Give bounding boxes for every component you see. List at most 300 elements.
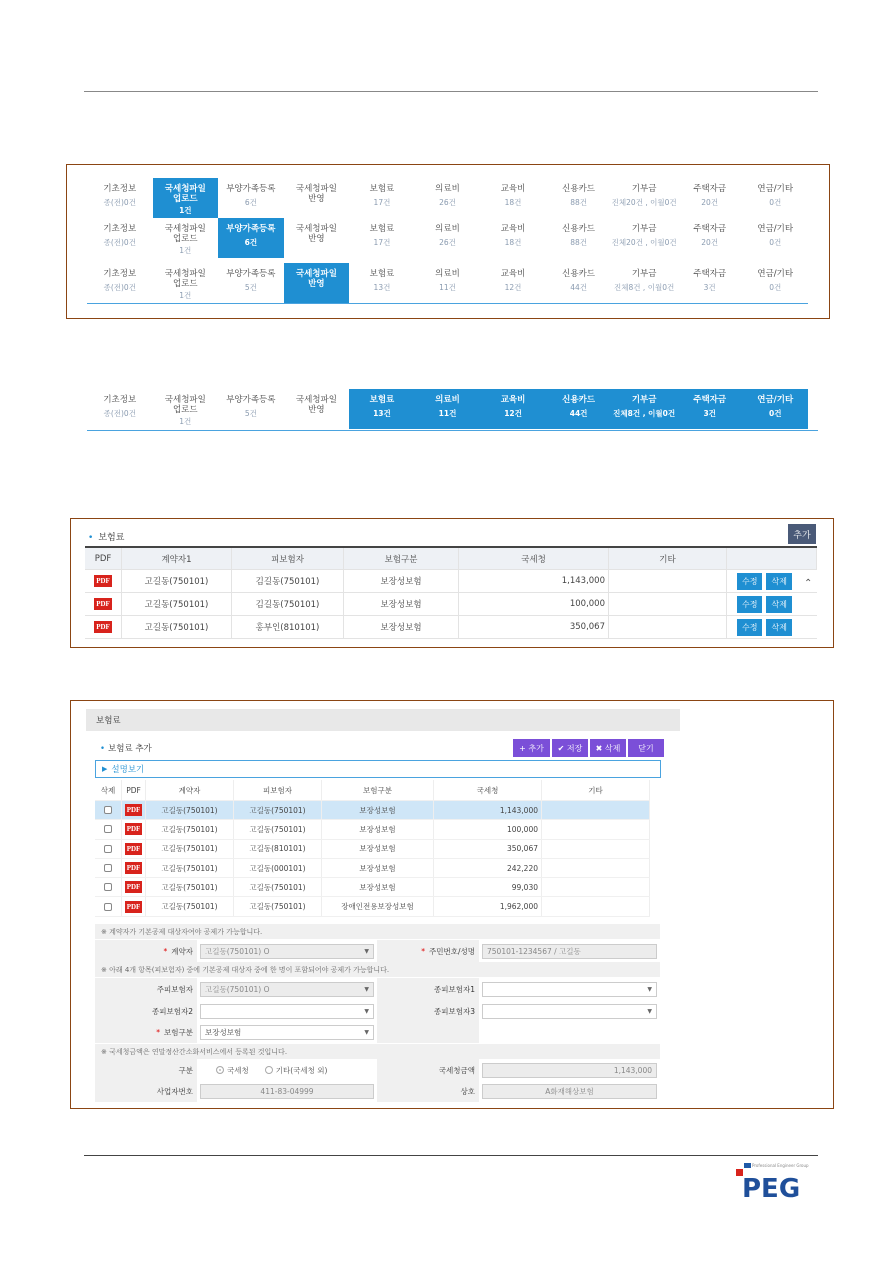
step-tab-8[interactable] <box>546 389 612 429</box>
cell-contractor: 고길동(750101) <box>122 570 232 592</box>
step-label: 신용카드 <box>562 269 596 279</box>
company-cell <box>479 1080 660 1102</box>
column-header: 피보험자 <box>234 780 322 800</box>
sub1-select[interactable] <box>482 982 657 997</box>
step-count: 진체8건 , 이월0건 <box>613 409 676 418</box>
table-row[interactable] <box>85 593 817 616</box>
sub3-label <box>377 1000 479 1022</box>
resident-value: 750101-1234567 / 고길동 <box>487 946 581 956</box>
step-tab-9[interactable] <box>611 218 677 258</box>
step-tab-10[interactable] <box>677 178 743 218</box>
step-tab-7[interactable] <box>480 218 546 258</box>
row-checkbox[interactable] <box>104 903 112 911</box>
step-tab-6[interactable] <box>415 178 481 218</box>
pdf-cell <box>122 820 146 838</box>
grid-row[interactable] <box>95 801 650 820</box>
checkbox-cell <box>95 840 122 858</box>
radio-nts[interactable] <box>216 1066 224 1074</box>
step-count: 0건 <box>769 238 782 247</box>
edit-button[interactable]: 수정 <box>737 619 762 636</box>
pdf-icon[interactable]: PDF <box>126 806 141 815</box>
step-count: 11건 <box>439 283 456 292</box>
resident-field[interactable] <box>482 944 657 959</box>
step-count: 6건 <box>244 238 258 247</box>
contractor-value: 고길동(750101) O <box>205 946 270 956</box>
step-tab-11[interactable] <box>742 218 808 258</box>
table-row[interactable] <box>85 616 817 639</box>
cell-contractor: 고길동(750101) <box>122 616 232 638</box>
step-count: 18건 <box>504 238 522 247</box>
row-insured-1 <box>95 978 660 1000</box>
row-business <box>95 1080 660 1102</box>
row-contractor <box>95 940 660 962</box>
chevron-down-icon: ▼ <box>647 985 652 993</box>
notice-nts: ※ 국세청금액은 연말정산간소화서비스에서 등록된 것입니다. <box>95 1044 660 1059</box>
cell-insured: 김길동(750101) <box>232 593 344 615</box>
step-count: 26건 <box>439 238 456 247</box>
step-tab-5[interactable] <box>349 263 415 303</box>
step-count: 5건 <box>244 409 257 418</box>
cell-insured: 고길동(000101) <box>234 859 322 877</box>
step-count: 13건 <box>373 283 391 292</box>
cell-etc <box>542 878 650 896</box>
step-label: 국세청파일 반영 <box>295 184 337 204</box>
sub2-label-text: 종피보험자2 <box>152 1006 193 1016</box>
step-label: 부양가족등록 <box>226 184 276 194</box>
pdf-icon[interactable]: PDF <box>126 825 141 834</box>
cell-nts: 1,143,000 <box>434 801 542 819</box>
checkbox-cell <box>95 897 122 915</box>
scroll-up-icon[interactable]: ⌃ <box>804 578 813 589</box>
empty-label <box>377 1021 479 1043</box>
step-count: 3건 <box>703 409 716 418</box>
step-tab-5[interactable] <box>349 178 415 218</box>
insurance-table <box>85 546 817 639</box>
bullet-icon: • <box>88 533 94 543</box>
contractor-select[interactable] <box>200 944 374 959</box>
pdf-icon[interactable]: PDF <box>126 883 141 892</box>
cell-insured: 홍부인(810101) <box>232 616 344 638</box>
step-label: 기부금 <box>631 269 657 279</box>
save-button[interactable]: ✔ 저장 <box>552 739 588 757</box>
step-tab-1[interactable] <box>87 178 153 218</box>
column-header: 계약자 <box>146 780 234 800</box>
step-label: 의료비 <box>435 269 460 279</box>
step-label: 연금/기타 <box>757 224 794 234</box>
sub2-cell <box>197 1000 377 1022</box>
main-insured-select[interactable] <box>200 982 374 997</box>
cell-type: 보장성보험 <box>344 570 459 592</box>
step-label: 교육비 <box>500 269 526 279</box>
pdf-icon[interactable]: PDF <box>96 600 110 608</box>
nts-amount-value: 1,143,000 <box>613 1065 652 1075</box>
chevron-down-icon: ▼ <box>364 1007 369 1015</box>
step-tab-5[interactable] <box>349 218 415 258</box>
step-label: 교육비 <box>500 395 526 405</box>
required-icon: * <box>163 946 168 956</box>
step-label: 의료비 <box>435 395 460 405</box>
step-label: 부양가족등록 <box>226 269 276 279</box>
edit-window-title-text: 보험료 <box>96 716 121 726</box>
column-header: 삭제 <box>95 780 122 800</box>
insurance-edit-grid <box>95 780 650 917</box>
row-checkbox[interactable] <box>104 864 112 872</box>
step-tab-9[interactable] <box>611 178 677 218</box>
cell-contractor: 고길동(750101) <box>122 593 232 615</box>
step-label: 주택자금 <box>693 184 727 194</box>
step-underline <box>87 303 808 304</box>
sub3-cell <box>479 1000 660 1022</box>
cell-nts: 100,000 <box>434 820 542 838</box>
empty-cell <box>479 1021 660 1043</box>
column-header: PDF <box>85 548 122 569</box>
grid-row[interactable] <box>95 840 650 859</box>
step-tab-10[interactable] <box>677 263 743 303</box>
cell-contractor: 고길동(750101) <box>146 878 234 896</box>
step-label: 연금/기타 <box>757 269 794 279</box>
step-count: 20건 <box>701 198 719 207</box>
pdf-icon[interactable]: PDF <box>96 577 110 585</box>
step-label: 보험료 <box>369 395 395 405</box>
cell-type: 장애인전용보장성보험 <box>322 897 434 915</box>
column-header: 보험구분 <box>344 548 459 569</box>
step-tab-10[interactable] <box>677 218 743 258</box>
step-row-1 <box>87 178 808 218</box>
action-buttons <box>513 739 664 757</box>
step-count: 1건 <box>179 417 192 426</box>
bizno-label <box>95 1080 197 1102</box>
step-tab-8[interactable] <box>546 218 612 258</box>
bottom-rule <box>84 1155 818 1156</box>
step-label: 주택자금 <box>693 224 727 234</box>
step-tab-7[interactable] <box>480 263 546 303</box>
table-row[interactable] <box>85 570 817 593</box>
pdf-cell <box>122 859 146 877</box>
cell-contractor: 고길동(750101) <box>146 820 234 838</box>
help-toggle[interactable] <box>95 760 661 778</box>
required-icon: * <box>156 1027 161 1037</box>
step-tab-3[interactable] <box>218 218 284 258</box>
type-cell <box>197 1021 377 1043</box>
cell-contractor: 고길동(750101) <box>146 801 234 819</box>
edit-window-title <box>86 709 680 731</box>
step-underline-2 <box>87 430 818 431</box>
sub2-label <box>95 1000 197 1022</box>
edit-button[interactable]: 수정 <box>737 573 762 590</box>
sub2-select[interactable] <box>200 1004 374 1019</box>
cell-insured: 고길동(750101) <box>234 820 322 838</box>
step-tab-2[interactable] <box>153 178 219 218</box>
sub1-cell <box>479 978 660 1000</box>
company-field[interactable] <box>482 1084 657 1099</box>
radio-other-label: 기타(국세청 외) <box>275 1065 328 1075</box>
cell-etc <box>542 859 650 877</box>
cell-contractor: 고길동(750101) <box>146 840 234 858</box>
step-tab-4[interactable] <box>284 218 350 258</box>
step-label: 기부금 <box>631 395 657 405</box>
step-count: 1건 <box>179 206 192 215</box>
main-insured-cell <box>197 978 377 1000</box>
cell-type: 보장성보험 <box>322 859 434 877</box>
step-label: 국세청파일 반영 <box>295 224 337 244</box>
step-row-3 <box>87 263 808 303</box>
step-label: 기부금 <box>631 184 657 194</box>
pdf-cell <box>122 897 146 915</box>
type-label-text: 보험구분 <box>164 1027 193 1037</box>
radio-nts-label: 국세청 <box>227 1065 249 1075</box>
cell-nts: 1,962,000 <box>434 897 542 915</box>
step-tab-2[interactable] <box>153 389 219 429</box>
cell-etc <box>609 570 727 592</box>
company-label <box>377 1080 479 1102</box>
column-header: 보험구분 <box>322 780 434 800</box>
logo-caption: Professional Engineer Group <box>752 1163 809 1168</box>
required-icon: * <box>421 946 425 956</box>
row-checkbox[interactable] <box>104 825 112 833</box>
sub3-select[interactable] <box>482 1004 657 1019</box>
step-tab-2[interactable] <box>153 263 219 303</box>
bullet-icon: • <box>100 744 106 754</box>
step-count: 6건 <box>244 198 257 207</box>
help-toggle-label: 설명보기 <box>111 765 145 775</box>
step-count: 3건 <box>703 283 716 292</box>
step-count: 종(전)0건 <box>103 198 136 207</box>
type-label <box>95 1021 197 1043</box>
delete-button[interactable]: 삭제 <box>766 596 791 613</box>
step-count: 0건 <box>769 198 782 207</box>
delete-button[interactable]: 삭제 <box>766 619 791 636</box>
step-label: 교육비 <box>500 224 526 234</box>
step-tab-6[interactable] <box>415 263 481 303</box>
step-label: 보험료 <box>369 184 395 194</box>
step-count: 진체8건 , 이월0건 <box>614 283 675 292</box>
step-tab-1[interactable] <box>87 218 153 258</box>
pdf-icon[interactable]: PDF <box>126 902 141 911</box>
step-tab-4[interactable] <box>284 178 350 218</box>
step-tab-4[interactable] <box>284 263 350 303</box>
subtitle <box>100 742 152 754</box>
step-tab-11[interactable] <box>742 263 808 303</box>
type-select[interactable] <box>200 1025 374 1040</box>
notice-contractor: ※ 계약자가 기본공제 대상자여야 공제가 가능합니다. <box>95 924 660 939</box>
section-title <box>88 530 124 543</box>
cell-type: 보장성보험 <box>322 840 434 858</box>
cell-etc <box>542 840 650 858</box>
step-count: 12건 <box>504 409 522 418</box>
category-label <box>95 1059 197 1081</box>
step-count: 17건 <box>373 238 391 247</box>
caret-right-icon: ▶ <box>102 765 108 773</box>
step-label: 부양가족등록 <box>226 224 276 234</box>
nts-amount-label <box>377 1059 479 1081</box>
step-count: 44건 <box>570 283 587 292</box>
column-header: 기타 <box>609 548 727 569</box>
step-count: 26건 <box>439 198 456 207</box>
grid-row[interactable] <box>95 878 650 897</box>
step-label: 보험료 <box>369 224 395 234</box>
row-checkbox[interactable] <box>104 883 112 891</box>
step-label: 국세청파일 반영 <box>295 395 337 415</box>
step-tab-3[interactable] <box>218 263 284 303</box>
step-label: 국세청파일 업로드 <box>164 269 206 289</box>
step-label: 신용카드 <box>562 395 596 405</box>
column-header: 기타 <box>542 780 650 800</box>
cell-contractor: 고길동(750101) <box>146 897 234 915</box>
cell-insured: 고길동(750101) <box>234 878 322 896</box>
grid-header <box>95 780 650 801</box>
pdf-icon[interactable]: PDF <box>96 623 110 631</box>
step-count: 종(전)0건 <box>103 283 136 292</box>
column-header: 국세청 <box>459 548 609 569</box>
pdf-cell <box>122 840 146 858</box>
step-tab-2[interactable] <box>153 218 219 258</box>
step-label: 기초정보 <box>103 269 137 279</box>
row-type <box>95 1021 660 1043</box>
step-tab-10[interactable] <box>677 389 743 429</box>
step-tab-9[interactable] <box>611 263 677 303</box>
step-tab-11[interactable] <box>742 389 808 429</box>
cell-etc <box>609 616 727 638</box>
nts-amount-field[interactable] <box>482 1063 657 1078</box>
cell-insured: 고길동(810101) <box>234 840 322 858</box>
step-tab-5[interactable] <box>349 389 415 429</box>
chevron-down-icon: ▼ <box>647 1007 652 1015</box>
chevron-down-icon: ▼ <box>364 1028 369 1036</box>
pdf-cell <box>85 570 122 592</box>
sub3-label-text: 종피보험자3 <box>434 1006 475 1016</box>
step-tab-3[interactable] <box>218 178 284 218</box>
cell-etc <box>542 801 650 819</box>
grid-row[interactable] <box>95 897 650 916</box>
step-label: 국세청파일 반영 <box>295 269 337 289</box>
cell-nts: 350,067 <box>434 840 542 858</box>
step-tab-9[interactable] <box>611 389 677 429</box>
grid-row[interactable] <box>95 859 650 878</box>
step-count: 1건 <box>179 246 192 255</box>
peg-logo <box>736 1163 814 1199</box>
step-count: 진체20건 , 이월0건 <box>611 238 677 247</box>
row-insured-2 <box>95 1000 660 1022</box>
pdf-cell <box>122 801 146 819</box>
step-label: 기부금 <box>631 224 657 234</box>
table-header <box>85 546 817 570</box>
step-label: 주택자금 <box>693 395 727 405</box>
column-header: 피보험자 <box>232 548 344 569</box>
chevron-down-icon: ▼ <box>364 985 369 993</box>
pdf-cell <box>85 616 122 638</box>
step-tab-6[interactable] <box>415 389 481 429</box>
step-row-deduction-selected <box>87 389 808 429</box>
row-checkbox[interactable] <box>104 845 112 853</box>
step-label: 주택자금 <box>693 269 727 279</box>
bizno-field[interactable] <box>200 1084 374 1099</box>
cell-nts: 99,030 <box>434 878 542 896</box>
step-row-2 <box>87 218 808 258</box>
step-label: 부양가족등록 <box>226 395 276 405</box>
chevron-down-icon: ▼ <box>364 947 369 955</box>
cell-nts: 242,220 <box>434 859 542 877</box>
step-tab-6[interactable] <box>415 218 481 258</box>
close-button[interactable]: 닫기 <box>628 739 664 757</box>
company-label-text: 상호 <box>460 1086 475 1096</box>
step-tab-1[interactable] <box>87 263 153 303</box>
pdf-icon[interactable]: PDF <box>126 864 141 873</box>
nts-amount-label-text: 국세청금액 <box>438 1065 475 1075</box>
contractor-label <box>95 940 197 962</box>
cell-type: 보장성보험 <box>344 616 459 638</box>
step-label: 의료비 <box>435 224 460 234</box>
bizno-label-text: 사업자번호 <box>156 1086 193 1096</box>
cell-insured: 김길동(750101) <box>232 570 344 592</box>
step-tab-8[interactable] <box>546 263 612 303</box>
row-checkbox[interactable] <box>104 806 112 814</box>
column-header: PDF <box>122 780 146 800</box>
step-label: 연금/기타 <box>757 184 794 194</box>
step-tab-7[interactable] <box>480 389 546 429</box>
step-count: 20건 <box>701 238 719 247</box>
step-tab-1[interactable] <box>87 389 153 429</box>
step-label: 기초정보 <box>103 184 137 194</box>
step-tab-3[interactable] <box>218 389 284 429</box>
row-actions <box>727 616 817 638</box>
sub1-label-text: 종피보험자1 <box>434 984 475 994</box>
step-count: 44건 <box>569 409 588 418</box>
step-label: 국세청파일 업로드 <box>164 395 206 415</box>
main-insured-label-text: 주피보험자 <box>156 984 193 994</box>
cell-insured: 고길동(750101) <box>234 801 322 819</box>
step-label: 신용카드 <box>562 184 596 194</box>
pdf-cell <box>85 593 122 615</box>
delete-button[interactable]: ✖ 삭제 <box>590 739 626 757</box>
step-tab-7[interactable] <box>480 178 546 218</box>
main-insured-label <box>95 978 197 1000</box>
step-count: 18건 <box>504 198 522 207</box>
step-label: 기초정보 <box>103 224 137 234</box>
checkbox-cell <box>95 801 122 819</box>
checkbox-cell <box>95 878 122 896</box>
edit-button[interactable]: 수정 <box>737 596 762 613</box>
main-insured-value: 고길동(750101) O <box>205 984 270 994</box>
cell-type: 보장성보험 <box>322 801 434 819</box>
checkbox-cell <box>95 859 122 877</box>
pdf-icon[interactable]: PDF <box>126 844 141 853</box>
cell-etc <box>542 820 650 838</box>
bizno-cell <box>197 1080 377 1102</box>
add-button[interactable]: 추가 <box>788 524 816 544</box>
step-tab-4[interactable] <box>284 389 350 429</box>
column-header: 국세청 <box>434 780 542 800</box>
company-value: A화재해상보험 <box>545 1086 594 1096</box>
step-tab-8[interactable] <box>546 178 612 218</box>
step-tab-11[interactable] <box>742 178 808 218</box>
cell-contractor: 고길동(750101) <box>146 859 234 877</box>
cell-etc <box>542 897 650 915</box>
step-count: 11건 <box>438 409 457 418</box>
step-label: 국세청파일 업로드 <box>164 184 206 204</box>
step-label: 교육비 <box>500 184 526 194</box>
add-button[interactable]: + 추가 <box>513 739 550 757</box>
resident-label <box>377 940 479 962</box>
step-label: 국세청파일 업로드 <box>164 224 206 244</box>
step-count: 13건 <box>373 409 391 418</box>
radio-other[interactable] <box>265 1066 273 1074</box>
column-header: 계약자1 <box>122 548 232 569</box>
step-count: 0건 <box>769 283 782 292</box>
grid-row[interactable] <box>95 820 650 839</box>
delete-button[interactable]: 삭제 <box>766 573 791 590</box>
top-rule <box>84 91 818 92</box>
step-count: 종(전)0건 <box>103 238 136 247</box>
